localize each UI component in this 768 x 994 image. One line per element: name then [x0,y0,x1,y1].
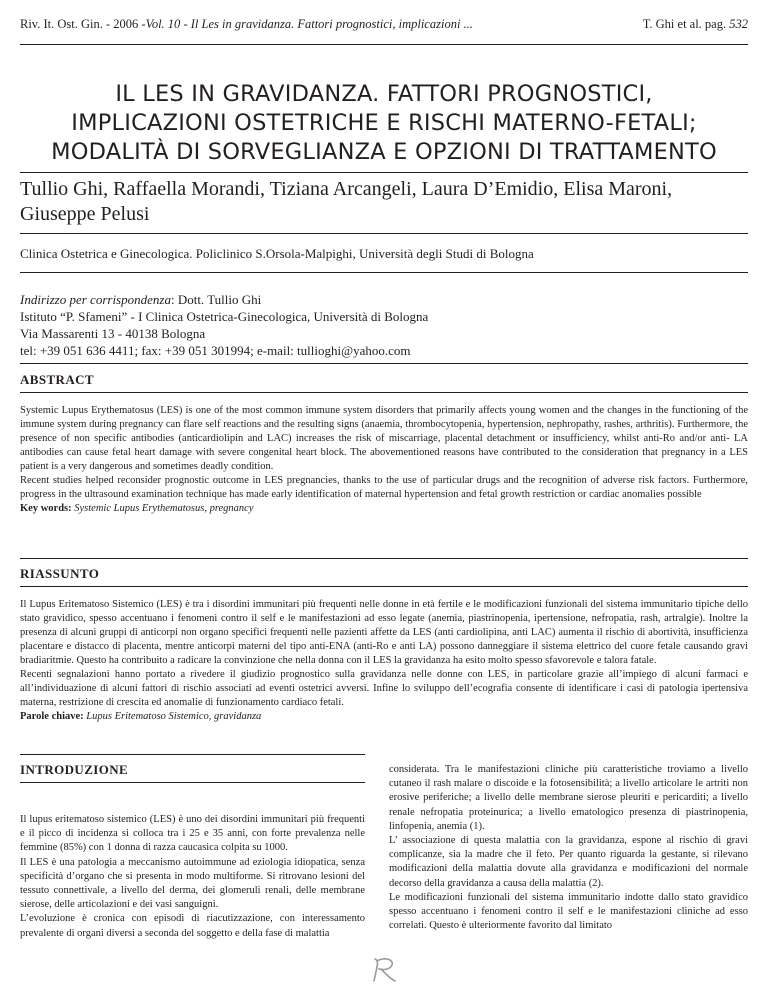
intro-right-column [389,763,748,933]
keywords-value: Lupus Eritematoso Sistemico, gravidanza [86,711,262,722]
abstract-paragraph: Recent studies helped reconsider prognostic outcome in LES pregnancies, thanks to the use of particular drugs and the recognition of adverse risk factors. Furthermore, progress in the ultrasound examination technique has made early identification of maternal hypertension and fetal growth restriction or cardiac anomalies possible [20,475,748,500]
correspondence-name: : Dott. Tullio Ghi [170,292,262,307]
affiliation-divider [20,272,748,273]
title-line: MODALITÀ DI SORVEGLIANZA E OPZIONI DI TRATTAMENTO [51,139,717,165]
header-divider [20,44,748,45]
abstract-paragraph: Systemic Lupus Erythematosus (LES) is one of the most common immune system disorders that primarily affects young women and the changes in the functioning of the immune system during pregnancy can flare self reactions and the resulting signs (anaemia, thrombocytopenia, hypertension, nephropathy, rashes, arthritis). Furthermore, the presence of non specific antibodies (anticardiolipin and LAC) increases the risk of miscarriage, placental detachment or insufficiency, whilst anti-Ro and/or anti- LA antibodies can cause fetal heart damage with severe congenital heart block. The abovementioned reasons have contributed to the consideration that pregnancy in a LES patient is a very dangerous and sometimes deadly condition. [20,405,748,472]
running-header-page [643,15,748,33]
intro-paragraph: Il LES è una patologia a meccanismo autoimmune ad eziologia idiopatica, senza specificità d’organo che si presenta in modo multiforme. Si ritrovano lesioni del tessuto connettivale, a livello del derma, dei glomeruli renali, delle membrane sierose, delle articolazioni e dei vasi sanguigni. [20,856,365,911]
correspondence-label: Indirizzo per corrispondenza [20,292,171,307]
running-header [20,15,748,33]
author-list: Tullio Ghi, Raffaella Morandi, Tiziana Arcangeli, Laura D’Emidio, Elisa Maroni, Giuseppe Pelusi [20,178,673,225]
running-short-title: Il Les in gravidanza. Fattori prognostici, implicazioni ... [190,17,473,31]
keywords-label: Key words: [20,503,72,514]
authors-short: T. Ghi et al. pag. [642,17,727,31]
journal-prefix: Riv. It. Ost. Gin. - 2006 - [20,17,146,31]
journal-logo-r-icon [364,955,404,985]
keywords-label: Parole chiave: [20,711,84,722]
title-divider [20,172,748,173]
running-header-journal [20,15,473,33]
riassunto-heading-divider [20,586,748,587]
page-number: 532 [729,17,748,31]
title-line: IL LES IN GRAVIDANZA. FATTORI PROGNOSTICI, [115,81,653,107]
abstract-body [20,404,748,516]
riassunto-heading: RIASSUNTO [20,566,100,581]
affiliation: Clinica Ostetrica e Ginecologica. Policlinico S.Orsola-Malpighi, Università degli Studi di Bologna [20,246,534,261]
riassunto-keywords [20,710,748,724]
abstract-heading: ABSTRACT [20,372,94,387]
abstract-heading-divider [20,392,748,393]
intro-heading-divider [20,782,365,783]
abstract-top-divider [20,363,748,364]
journal-volume: Vol. 10 [145,17,181,31]
intro-left-column [20,813,365,941]
correspondence-line: Via Massarenti 13 - 40138 Bologna [20,326,206,341]
intro-paragraph: L’ associazione di questa malattia con la gravidanza, espone al rischio di gravi complicanze, sia la madre che il feto. Per quanto riguarda la gestante, si rilevano modificazioni della malattia dovute alla gravidanza e modificazioni del normale decorso della gravidanza a causa della malattia (2). [389,835,748,889]
header-separator: - [180,17,191,31]
abstract-keywords [20,502,748,516]
correspondence-line: Istituto “P. Sfameni” - I Clinica Ostetrica-Ginecologica, Università di Bologna [20,309,429,324]
intro-paragraph: L’evoluzione è cronica con episodi di riacutizzazione, con interessamento prevalente di organi diversi a seconda del soggetto e della fase di malattia [20,913,365,939]
riassunto-paragraph: Recenti segnalazioni hanno portato a rivedere il giudizio prognostico sulla gravidanza nelle donne con LES, in particolare grazie all’impiego di alcuni farmaci e all’individuazione di alcuni fattori di rischio associati ad eventi ostetrici avversi. Infine lo sviluppo dell’ecografia consente di identificare i casi di patologia ipertensiva materna, restrizione di crescita ed anomalie di funzionamento cardiaco fetali. [20,669,748,708]
intro-paragraph: Le modificazioni funzionali del sistema immunitario indotte dallo stato gravidico spesso accentuano i fenomeni contro il self e le manifestazioni cliniche ad esso correlati. Questo è ulteriormente favorito dal limitato [389,891,748,932]
correspondence-block [20,291,748,359]
title-line: IMPLICAZIONI OSTETRICHE E RISCHI MATERNO-FETALI; [71,110,697,136]
intro-paragraph: Il lupus eritematoso sistemico (LES) è uno dei disordini immunitari più frequenti e il picco di incidenza si colloca tra i 25 e 35 anni, con forte prevalenza nelle femmine (85%) con 1 donna di razza caucasica colpita su 1000. [20,814,365,854]
intro-heading: INTRODUZIONE [20,762,129,777]
correspondence-contact: tel: +39 051 636 4411; fax: +39 051 301994; e-mail: tullioghi@yahoo.com [20,343,411,358]
riassunto-top-divider [20,558,748,559]
riassunto-paragraph: Il Lupus Eritematoso Sistemico (LES) è tra i disordini immunitari più frequenti nelle donne in età fertile e le modificazioni funzionali del sistema immunitario tipiche dello stato gravidico, spesso accentuano i fenomeni contro il self e le manifestazioni ad esso legate (anemia, piastrinopenia, ipertensione, nefropatia, rash, artralgie). Inoltre la presenza di alcuni gruppi di anticorpi non organo specifici frequenti nelle pazienti affette da LES (anti cardiolipina, anti LAC) aumenta il rischio di abortività, insufficienza placentare e distacco di placenta, mentre anticorpi materni del tipo anti-ENA (anti-Ro e anti LA) possono danneggiare il sistema elettrico del cuore fetale causando gravi bradiaritmie. Questo ha contribuito a radicare la convinzione che nella donna con il LES la gravidanza ha esito molto spesso sfavorevole e talora fatale. [20,599,748,666]
article-title [20,80,748,167]
riassunto-body [20,598,748,724]
authors-divider [20,233,748,234]
intro-paragraph: considerata. Tra le manifestazioni cliniche più caratteristiche troviamo a livello cutaneo il rash malare o discoide e la fotosensibilità; a livello articolare le artriti non erosive periferiche; a livello delle membrane sierose pleuriti e pericarditi; a livello renale nefropatia proteinurica; a livello ematologico presenza di piastrinopenia, linfopenia, anemia (1). [389,764,748,832]
correspondence-line [20,291,748,308]
intro-top-divider [20,754,365,755]
keywords-value: Systemic Lupus Erythematosus, pregnancy [74,503,254,514]
